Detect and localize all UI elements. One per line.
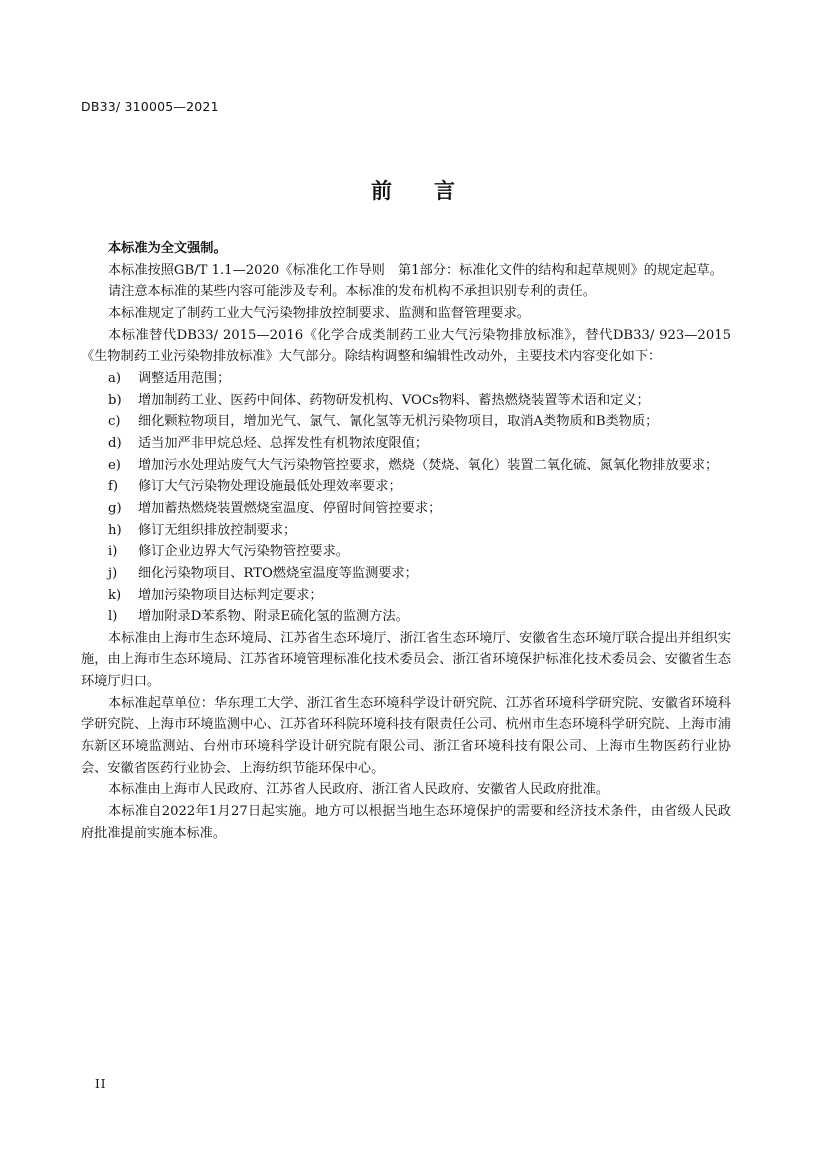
- foreword-body: [81, 238, 731, 844]
- list-item-marker: b): [108, 392, 122, 408]
- page-number: II: [95, 1077, 107, 1091]
- mandatory-statement: 本标准为全文强制。: [108, 241, 227, 256]
- list-item-marker: c): [108, 414, 121, 430]
- list-item-marker: a): [108, 370, 122, 386]
- list-item: [81, 368, 731, 390]
- list-item-marker: l): [108, 609, 118, 625]
- list-item: [81, 563, 731, 585]
- list-item: [81, 498, 731, 520]
- list-item: [81, 476, 731, 498]
- list-item-text: 调整适用范围；: [138, 370, 231, 386]
- list-item-text: 修订无组织排放控制要求；: [138, 522, 297, 538]
- drafting-units-paragraph: 本标准起草单位：华东理工大学、浙江省生态环境科学设计研究院、江苏省环境科学研究院、安徽省环境科学研究院、上海市环境监测中心、江苏省环科院环境科技有限责任公司、杭州市生态环境科学研究院、上海市浦东新区环境监测站、台州市环境科学设计研究院有限公司、浙江省环境科技有限公司、上海市生物医药行业协会、安徽省医药行业协会、上海纺织节能环保中心。: [81, 695, 731, 776]
- list-item-text: 增加污水处理站废气大气污染物管控要求，燃烧（焚烧、氧化）装置二氧化硫、氮氧化物排放要求；: [138, 457, 719, 473]
- list-item: [81, 585, 731, 607]
- list-item: [81, 606, 731, 628]
- list-item-marker: g): [108, 500, 122, 516]
- list-item-text: 增加污染物项目达标判定要求；: [138, 587, 323, 603]
- list-item-text: 细化颗粒物项目，增加光气、氯气、氰化氢等无机污染物项目，取消A类物质和B类物质；: [138, 414, 659, 430]
- list-item-marker: d): [108, 435, 122, 451]
- drafting-rules-paragraph: 本标准按照GB/T 1.1—2020《标准化工作导则 第1部分：标准化文件的结构和起草规则》的规定起草。: [108, 262, 723, 278]
- list-item: [81, 411, 731, 433]
- list-item-text: 适当加严非甲烷总烃、总挥发性有机物浓度限值；: [138, 435, 429, 451]
- scope-paragraph: 本标准规定了制药工业大气污染物排放控制要求、监测和监督管理要求。: [108, 305, 530, 321]
- list-item-marker: e): [108, 457, 121, 473]
- list-item: [81, 455, 731, 477]
- changes-list: [81, 368, 731, 628]
- list-item-marker: j): [108, 565, 118, 581]
- list-item-marker: h): [108, 522, 122, 538]
- list-item-marker: f): [108, 479, 119, 495]
- list-item-marker: k): [108, 587, 122, 603]
- list-item-text: 修订大气污染物处理设施最低处理效率要求；: [138, 479, 402, 495]
- list-item-text: 增加附录D苯系物、附录E硫化氢的监测方法。: [138, 609, 409, 625]
- list-item-marker: i): [108, 544, 118, 560]
- list-item-text: 修订企业边界大气污染物管控要求。: [138, 544, 349, 560]
- list-item-text: 增加蓄热燃烧装置燃烧室温度、停留时间管控要求；: [138, 500, 442, 516]
- proposing-authorities-paragraph: 本标准由上海市生态环境局、江苏省生态环境厅、浙江省生态环境厅、安徽省生态环境厅联合提出并组织实施，由上海市生态环境局、江苏省环境管理标准化技术委员会、浙江省环境保护标准化技术委员会、安徽省生态环境厅归口。: [81, 630, 731, 690]
- list-item: [81, 390, 731, 412]
- effective-date-paragraph: 本标准自2022年1月27日起实施。地方可以根据当地生态环境保护的需要和经济技术条件，由省级人民政府批准提前实施本标准。: [81, 804, 731, 841]
- list-item: [81, 433, 731, 455]
- approval-paragraph: 本标准由上海市人民政府、江苏省人民政府、浙江省人民政府、安徽省人民政府批准。: [108, 782, 610, 798]
- list-item: [81, 541, 731, 563]
- replacement-paragraph: 本标准替代DB33/ 2015—2016《化学合成类制药工业大气污染物排放标准》，替代DB33/ 923—2015《生物制药工业污染物排放标准》大气部分。除结构调整和编辑性改动外，主要技术内容变化如下：: [81, 327, 731, 365]
- patent-notice-paragraph: 请注意本标准的某些内容可能涉及专利。本标准的发布机构不承担识别专利的责任。: [108, 284, 596, 300]
- list-item: [81, 520, 731, 542]
- list-item-text: 增加制药工业、医药中间体、药物研发机构、VOCs物料、蓄热燃烧装置等术语和定义；: [138, 392, 650, 408]
- page-title: 前言: [371, 179, 497, 203]
- standard-code: DB33/ 310005—2021: [81, 99, 219, 114]
- list-item-text: 细化污染物项目、RTO燃烧室温度等监测要求；: [138, 565, 418, 581]
